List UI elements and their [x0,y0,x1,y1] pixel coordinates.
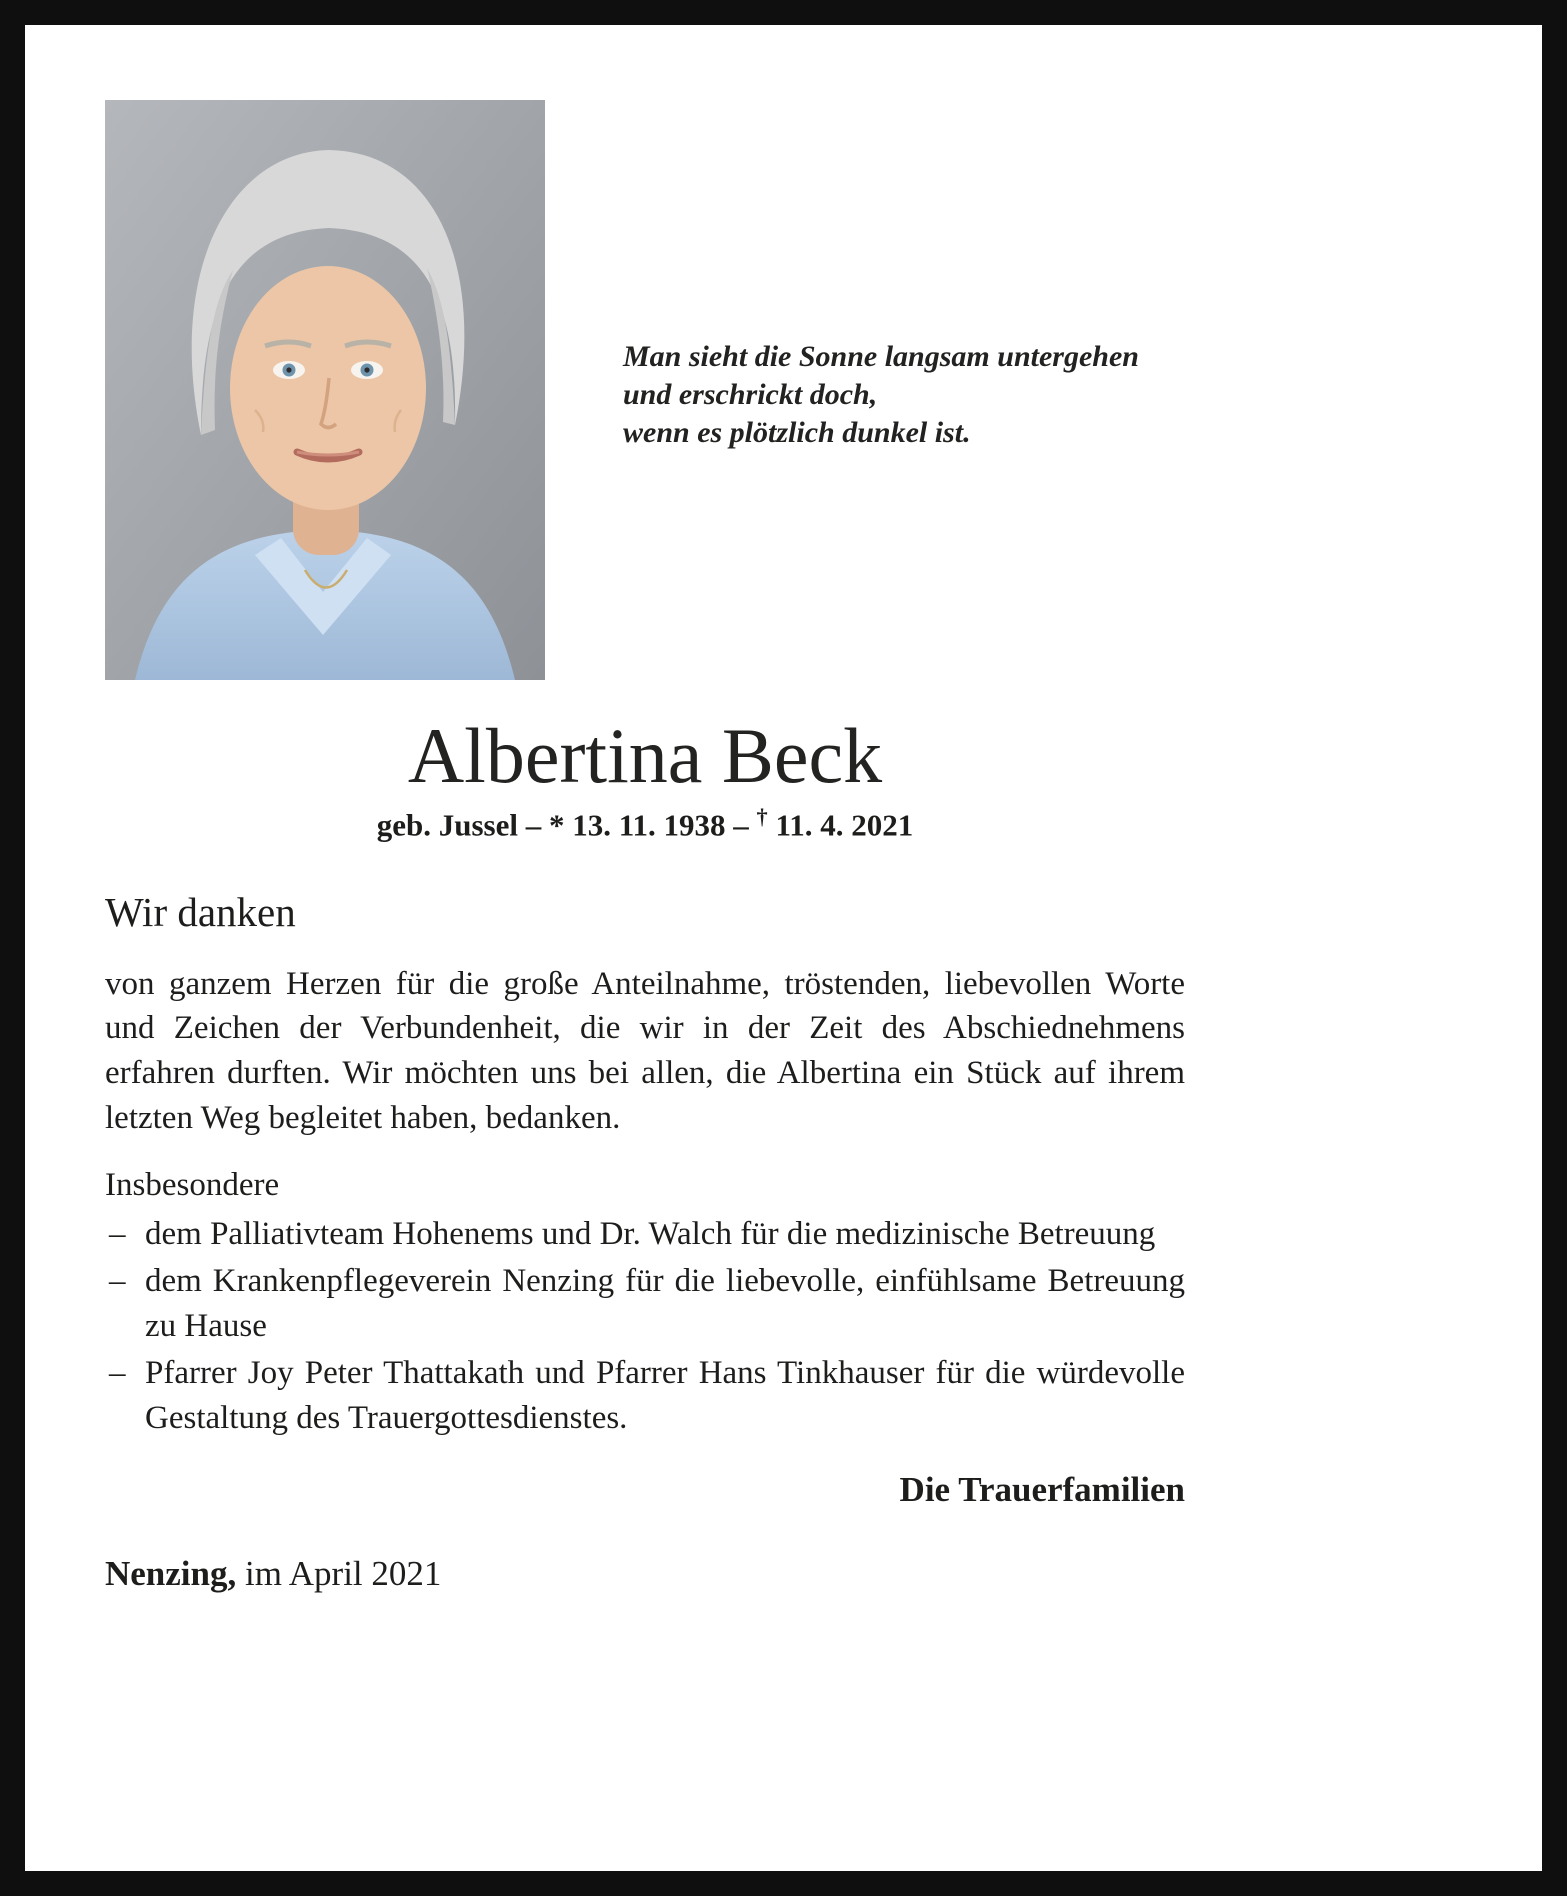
list-item-text: dem Krankenpflegeverein Nenzing für die liebevolle, einfühlsame Betreuung zu Hause [145,1262,1185,1344]
list-item [105,1351,1185,1441]
quote-line: und erschrickt doch, [623,378,878,412]
deceased-name: Albertina Beck [407,712,883,799]
thanks-subheading: Insbesondere [105,1167,280,1204]
death-date: 11. 4. 2021 [767,807,914,843]
thanks-paragraph: von ganzem Herzen für die große Anteilnahme, tröstenden, liebevollen Worte und Zeichen der Verbundenheit, die wir in der Zeit des Abschiednehmens erfahren durften. Wir möchten uns bei allen, die Albertina ein Stück auf ihrem letzten Weg begleitet haben, bedanken. [105,965,1185,1137]
footer-date: im April 2021 [236,1554,442,1594]
list-item-text: dem Palliativteam Hohenems und Dr. Walch für die medizinische Betreuung [145,1216,1156,1253]
list-item [105,1212,1185,1257]
list-dash: – [109,1262,126,1299]
family-signature: Die Trauerfamilien [899,1470,1185,1510]
portrait-photo [105,100,545,680]
top-section [105,100,1185,680]
obituary-content [25,25,1185,1594]
list-dash: – [109,1354,126,1391]
death-dagger-symbol: † [756,804,768,830]
footer-place: Nenzing, [105,1554,237,1594]
memorial-quote [623,100,1139,452]
list-item [105,1259,1185,1349]
list-item-text: Pfarrer Joy Peter Thattakath und Pfarrer Hans Tinkhauser für die würdevolle Gestaltung des Trauergottesdienstes. [145,1354,1185,1436]
portrait-photo-illustration [105,100,545,680]
birth-info: geb. Jussel – * 13. 11. 1938 – [376,807,757,843]
quote-line: Man sieht die Sonne langsam untergehen [623,340,1139,373]
thanks-list [105,1212,1185,1440]
thanks-heading: Wir danken [105,888,296,935]
quote-line: wenn es plötzlich dunkel ist. [623,416,971,450]
birth-death-line [105,804,1185,843]
list-dash: – [109,1216,126,1253]
footer-place-date [105,1554,1185,1594]
